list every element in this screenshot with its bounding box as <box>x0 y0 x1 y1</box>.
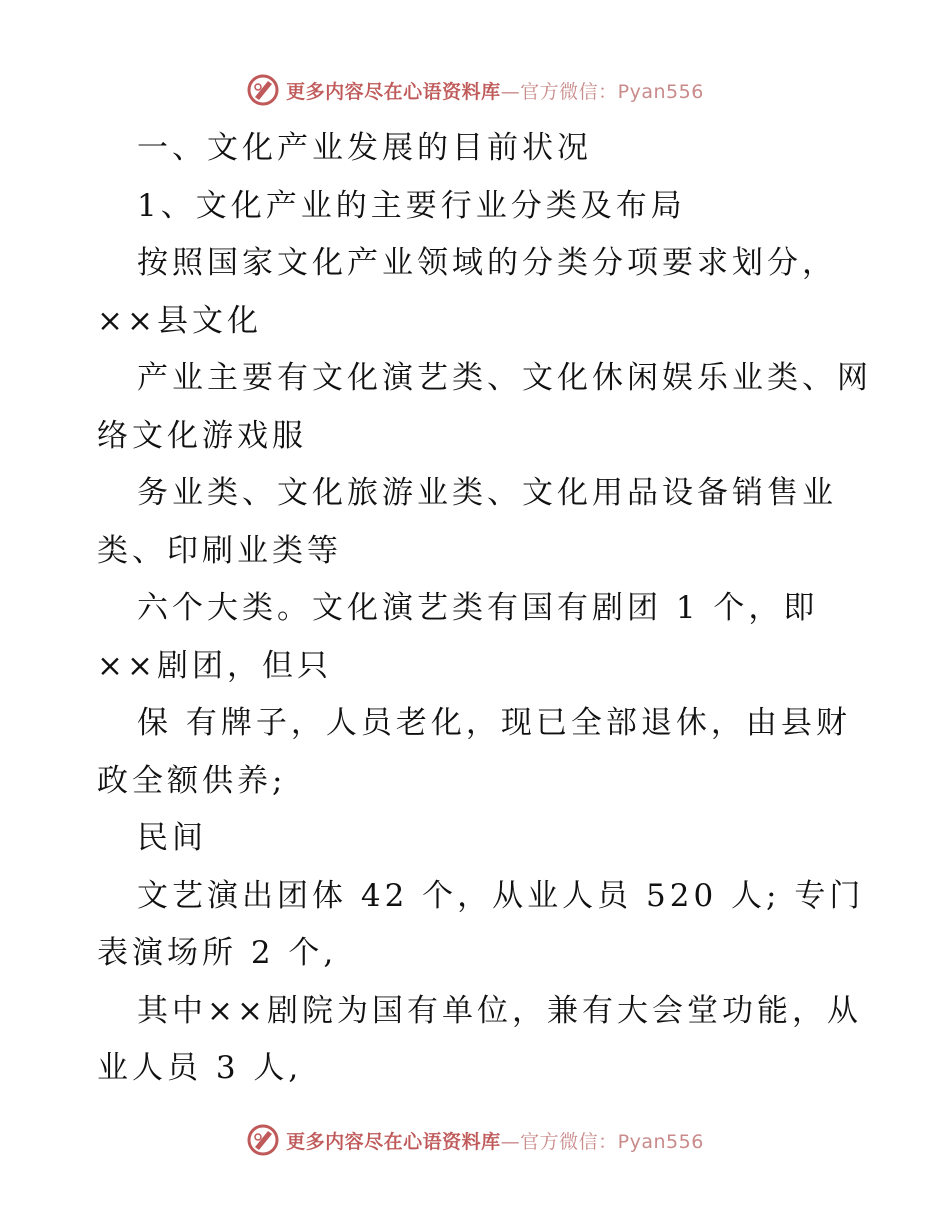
text-line: 保 有牌子，人员老化，现已全部退休，由县财 <box>137 705 851 741</box>
banner-text <box>286 1127 704 1154</box>
text-line: 按照国家文化产业领域的分类分项要求划分， <box>137 245 837 281</box>
text-line: 其中××剧院为国有单位，兼有大会堂功能，从 <box>137 992 862 1029</box>
footer-banner <box>0 1120 950 1160</box>
text-line: 类、印刷业类等 <box>97 532 342 569</box>
text-line: ××剧团，但只 <box>97 647 332 684</box>
text-line: 业人员 3 人, <box>97 1050 303 1086</box>
text-line: 1、文化产业的主要行业分类及布局 <box>137 187 686 224</box>
brand-logo-icon <box>246 73 280 107</box>
banner-text <box>286 77 704 104</box>
banner-dash: — <box>500 1130 521 1153</box>
text-line: 表演场所 2 个, <box>97 935 338 971</box>
brand-logo-icon <box>246 1123 280 1157</box>
text-line: 民间 <box>137 820 207 856</box>
banner-sub-text: 官方微信：Pyan556 <box>520 80 704 103</box>
banner-sub-text: 官方微信：Pyan556 <box>520 1130 704 1153</box>
text-line: 六个大类。文化演艺类有国有剧团 1 个，即 <box>137 590 819 626</box>
text-line: 络文化游戏服 <box>97 417 307 454</box>
text-line: 一、文化产业发展的目前状况 <box>137 130 592 166</box>
banner-main-text: 更多内容尽在心语资料库 <box>286 80 501 103</box>
text-line: 政全额供养; <box>97 762 287 799</box>
text-line: 文艺演出团体 42 个，从业人员 520 人; 专门 <box>137 877 865 914</box>
text-line: 产业主要有文化演艺类、文化休闲娱乐业类、网 <box>137 360 872 396</box>
banner-main-text: 更多内容尽在心语资料库 <box>286 1130 501 1153</box>
text-line: ××县文化 <box>97 302 262 339</box>
text-line: 务业类、文化旅游业类、文化用品设备销售业 <box>137 475 837 511</box>
banner-dash: — <box>500 80 521 103</box>
header-banner <box>0 70 950 110</box>
document-body <box>97 120 872 1098</box>
